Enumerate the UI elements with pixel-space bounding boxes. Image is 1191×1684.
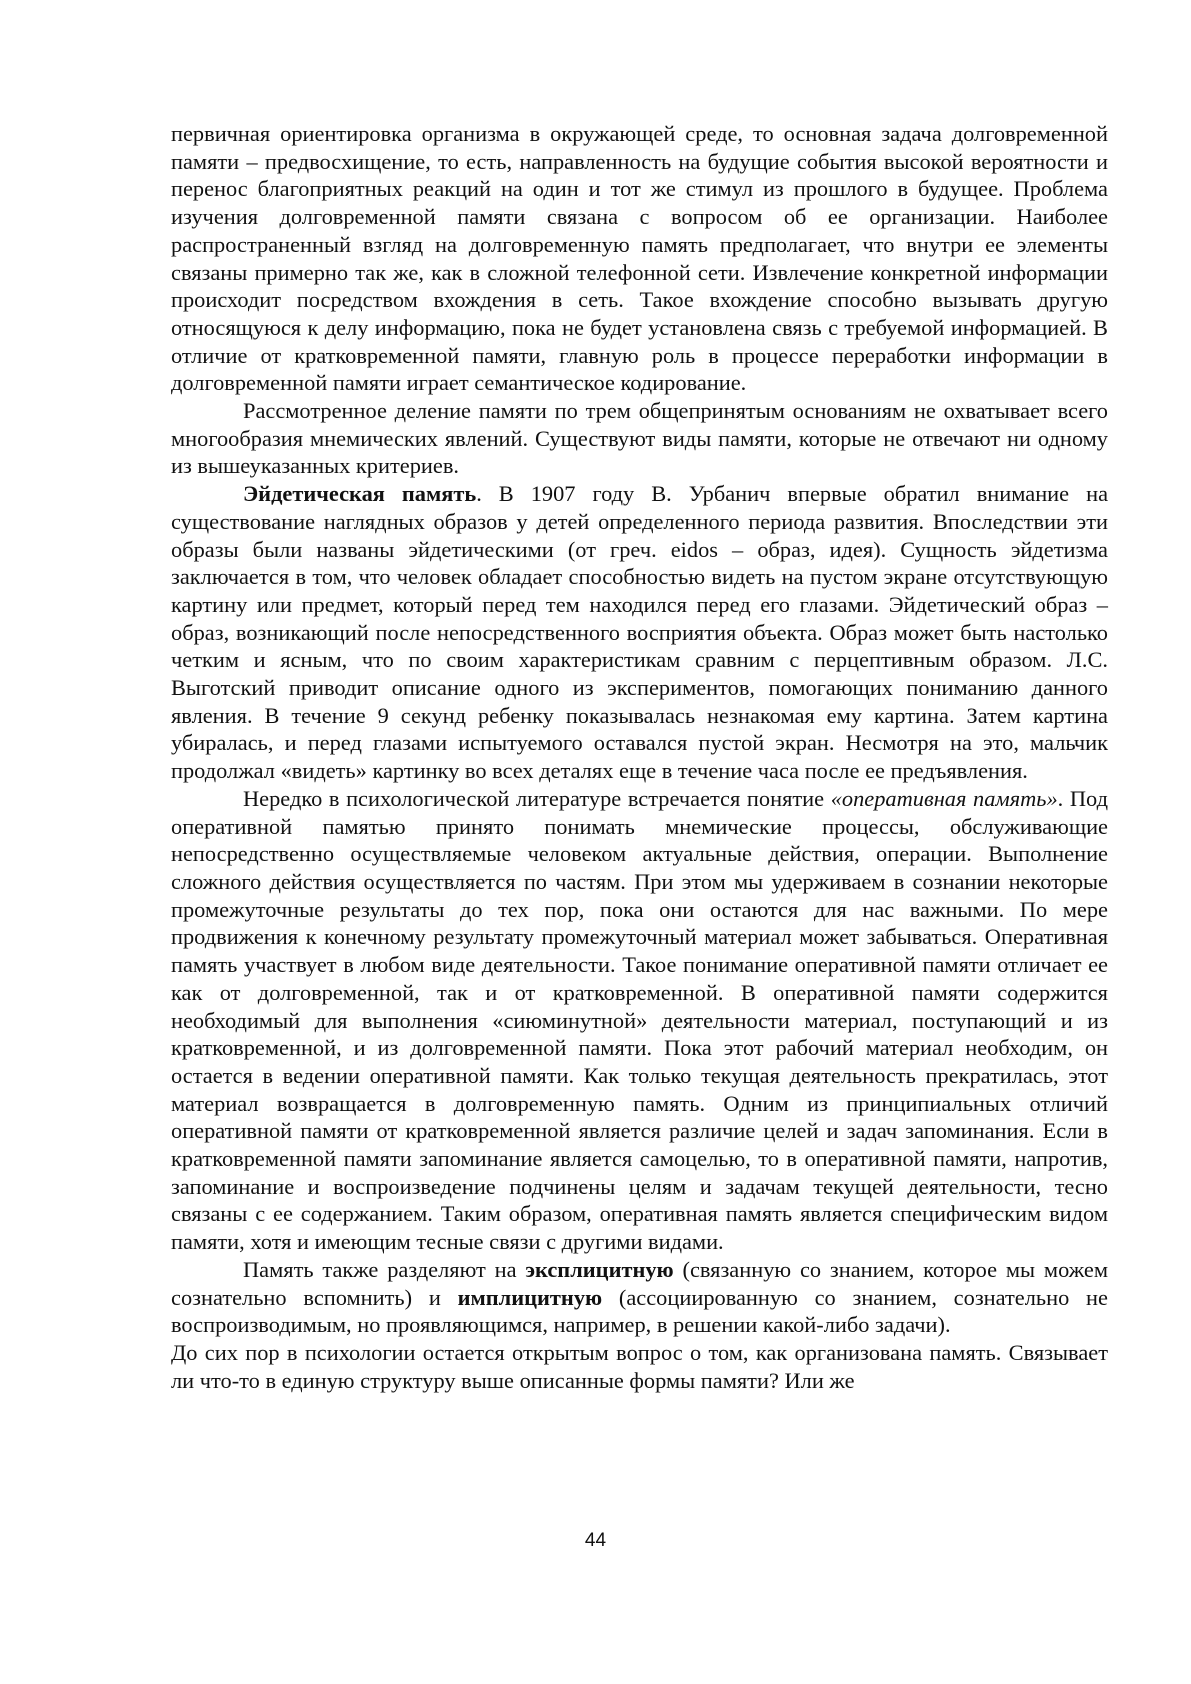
paragraph-explicit-implicit: [171, 1256, 1108, 1339]
page-body: [171, 120, 1108, 1394]
term-working-memory: «оперативная память»: [830, 785, 1058, 811]
term-implicit: имплицитную: [457, 1284, 603, 1310]
term-eidetic-memory: Эйдетическая память: [243, 481, 477, 507]
paragraph-working-text: . Под оперативной памятью принято понимать мнемические процессы, обслуживающие непосредственно осуществляемые человеком актуальные действия, операции. Выполнение сложного действия осуществляется по частям. При этом мы удерживаем в сознании некоторые промежуточные результаты до тех пор, пока они остаются для нас важными. По мере продвижения к конечному результату промежуточный материал может забываться. Оперативная память участвует в любом виде деятельности. Такое понимание оперативной памяти отличает ее как от долговременной, так и от кратковременной. В оперативной памяти содержится необходимый для выполнения «сиюминутной» деятельности материал, поступающий и из кратковременной, и из долговременной памяти. Пока этот рабочий материал необходим, он остается в ведении оперативной памяти. Как только текущая деятельность прекратилась, этот материал возвращается в долговременную память. Одним из принципиальных отличий оперативной памяти от кратковременной является различие целей и задач запоминания. Если в кратковременной памяти запоминание является самоцелью, то в оперативной памяти, напротив, запоминание и воспроизведение подчинены целям и задачам текущей деятельности, тесно связаны с ее содержанием. Таким образом, оперативная память является специфическим видом памяти, хотя и имеющим тесные связи с другими видами.: [171, 785, 1108, 1255]
paragraph-long-term-memory: первичная ориентировка организма в окружающей среде, то основная задача долговременной памяти – предвосхищение, то есть, направленность на будущие события высокой вероятности и перенос благоприятных реакций на один и тот же стимул из прошлого в будущее. Проблема изучения долговременной памяти связана с вопросом об ее организации. Наиболее распространенный взгляд на долговременную память предполагает, что внутри ее элементы связаны примерно так же, как в сложной телефонной сети. Извлечение конкретной информации происходит посредством вхождения в сеть. Такое вхождение способно вызывать другую относящуюся к делу информацию, пока не будет установлена связь с требуемой информацией. В отличие от кратковременной памяти, главную роль в процессе переработки информации в долговременной памяти играет семантическое кодирование.: [171, 121, 1108, 396]
paragraph-eidetic-memory: [171, 480, 1108, 785]
paragraph-open-question: До сих пор в психологии остается открытым вопрос о том, как организована память. Связывает ли что-то в единую структуру выше описанные формы памяти? Или же: [171, 1339, 1108, 1393]
paragraph-explicit-end: (ассоциированную со знанием, сознательно не воспроизводимым, но проявляющимся, например, в решении какой-либо задачи).: [171, 1284, 1108, 1338]
paragraph-working-intro: Нередко в психологической литературе встречается понятие: [243, 785, 831, 811]
paragraph-working-memory: [171, 785, 1108, 1256]
paragraph-explicit-mid: (связанную со знанием, которое мы можем сознательно вспомнить) и: [171, 1256, 1108, 1310]
paragraph-classification: Рассмотренное деление памяти по трем общепринятым основаниям не охватывает всего многообразия мнемических явлений. Существуют виды памяти, которые не отвечают ни одному из вышеуказанных критериев.: [171, 398, 1108, 479]
paragraph-explicit-intro: Память также разделяют на: [243, 1256, 526, 1282]
term-explicit: эксплицитную: [525, 1256, 674, 1282]
page-number: 44: [584, 1530, 607, 1551]
paragraph-eidetic-text: . В 1907 году В. Урбанич впервые обратил внимание на существование наглядных образов у детей определенного периода развития. Впоследствии эти образы были названы эйдетическими (от греч. eidos – образ, идея). Сущность эйдетизма заключается в том, что человек обладает способностью видеть на пустом экране отсутствующую картину или предмет, который перед тем находился перед его глазами. Эйдетический образ – образ, возникающий после непосредственного восприятия объекта. Образ может быть настолько четким и ясным, что по своим характеристикам сравним с перцептивным образом. Л.С. Выготский приводит описание одного из экспериментов, помогающих пониманию данного явления. В течение 9 секунд ребенку показывалась незнакомая ему картина. Затем картина убиралась, и перед глазами испытуемого оставался пустой экран. Несмотря на это, мальчик продолжал «видеть» картинку во всех деталях еще в течение часа после ее предъявления.: [171, 481, 1109, 784]
